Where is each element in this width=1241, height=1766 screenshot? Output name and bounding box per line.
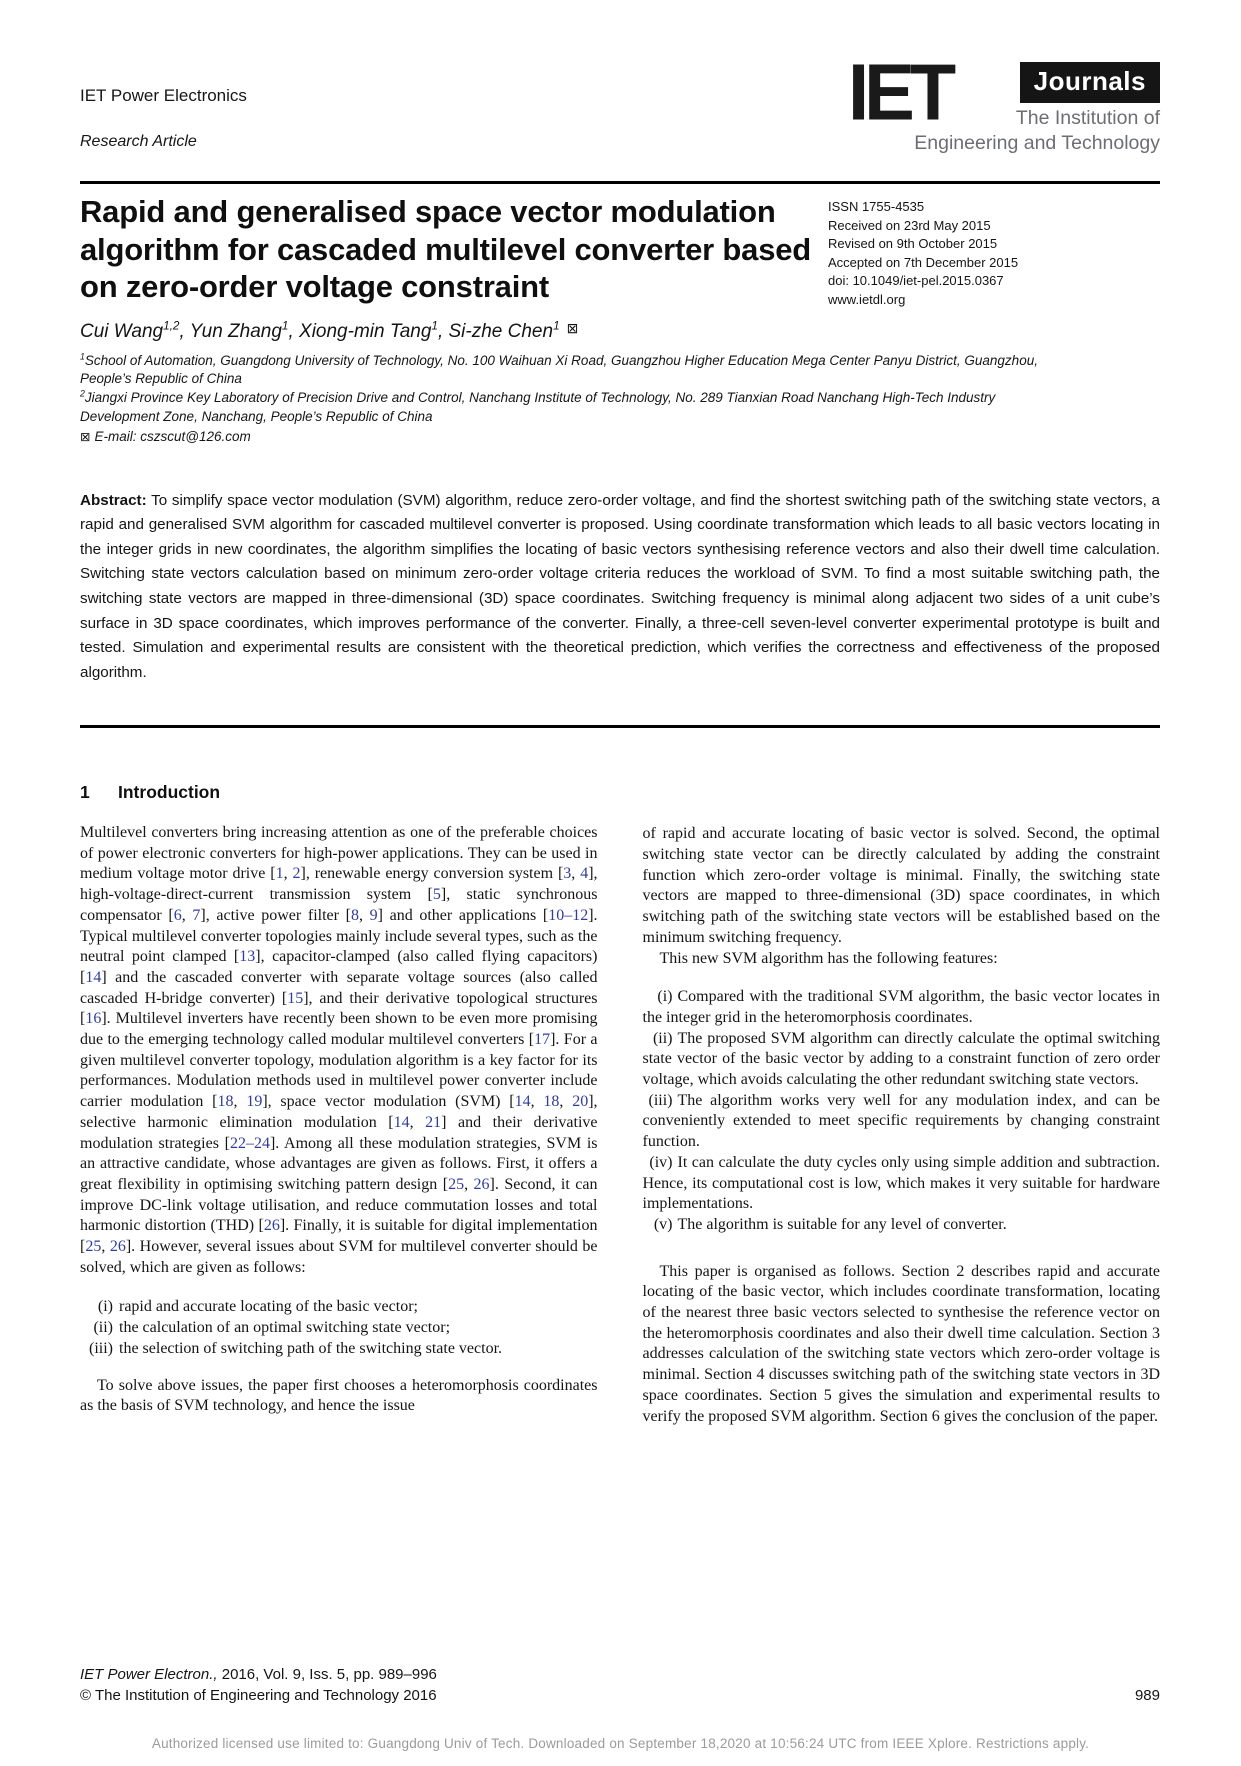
citation-link[interactable]: 10–12: [548, 906, 589, 924]
citation-link[interactable]: 16: [85, 1010, 102, 1028]
section-number: 1: [80, 782, 90, 803]
header-left: [80, 62, 247, 155]
list-item: [80, 1318, 598, 1339]
list-item: [643, 1153, 1161, 1215]
paper-title: Rapid and generalised space vector modulation algorithm for cascaded multilevel converter based on zero-order voltage constraint: [80, 194, 812, 304]
journal-reference-name: IET Power Electron.,: [80, 1666, 218, 1683]
revised-date: Revised on 9th October 2015: [828, 236, 998, 252]
footer-citation: [80, 1664, 437, 1706]
top-divider: [80, 181, 1160, 184]
issn-text: ISSN 1755-4535: [828, 199, 925, 214]
list-marker: (ii): [652, 1029, 673, 1047]
list-marker: (iv): [649, 1153, 673, 1171]
intro-paragraph-4: This new SVM algorithm has the following features:: [659, 949, 998, 967]
column-left: [80, 782, 598, 1427]
intro-paragraph-2: To solve above issues, the paper first chooses a heteromorphosis coordinates as the basis of SVM technology, and hence the issue: [80, 1376, 598, 1415]
citation-link[interactable]: 22–24: [229, 1134, 270, 1152]
citation-link[interactable]: 14: [85, 968, 102, 986]
copyright-line: © The Institution of Engineering and Technology 2016: [80, 1687, 437, 1704]
citation-link[interactable]: 25: [85, 1238, 102, 1256]
abstract-text: To simplify space vector modulation (SVM) algorithm, reduce zero-order voltage, and find the shortest switching path of the switching state vectors, a rapid and generalised SVM algorithm for cascaded multilevel converter is proposed. Using coordinate transformation which leads to all basic vectors locating in the integer grids in new coordinates, the algorithm simplifies the locating of basic vectors synthesising reference vectors and also their dwell time calculation. Switching state vectors calculation based on minimum zero-order voltage criteria reduces the workload of SVM. To find a most suitable switching path, the switching state vectors are mapped in three-dimensional (3D) space coordinates. Switching frequency is minimal along adjacent two sides of a unit cube’s surface in 3D space coordinates, which improves performance of the converter. Finally, a three-cell seven-level converter experimental prototype is built and tested. Simulation and experimental results are consistent with the theoretical prediction, which verifies the correctness and effectiveness of the proposed algorithm.: [80, 491, 1160, 681]
column-right: [643, 782, 1161, 1427]
page-number: 989: [1134, 1687, 1160, 1704]
list-item-text: rapid and accurate locating of the basic vector;: [119, 1298, 418, 1316]
body-columns: [80, 782, 1160, 1427]
list-marker: (i): [657, 988, 673, 1006]
list-item-text: The algorithm is suitable for any level of converter.: [677, 1215, 1007, 1233]
list-item-text: The proposed SVM algorithm can directly calculate the optimal switching state vector of the basic vector by adding to a constraint function of zero order voltage, which avoids calculating the other redundant switching state vectors.: [642, 1029, 1160, 1089]
journal-reference-details: 2016, Vol. 9, Iss. 5, pp. 989–996: [217, 1666, 437, 1683]
section-heading-introduction: [80, 782, 598, 803]
email-line: [80, 428, 1070, 447]
iet-journals-badge: Journals: [1020, 62, 1160, 103]
citation-link[interactable]: 26: [109, 1238, 126, 1256]
abstract: [80, 489, 1160, 686]
intro-paragraph-3: of rapid and accurate locating of basic vector is solved. Second, the optimal switching state vector can be directly calculated by adding the constraint function which zero-order voltage is minimal. Finally, the switching state vectors are mapped to three-dimensional (3D) space coordinates, in which switching path of the switching state vectors will be established based on the minimum switching frequency.: [642, 825, 1160, 946]
list-item-text: It can calculate the duty cycles only using simple addition and subtraction. Hence, its computational cost is low, which makes it very suitable for hardware implementations.: [642, 1153, 1160, 1213]
citation-link[interactable]: 7: [192, 906, 201, 924]
list-item: [643, 1091, 1161, 1153]
corresponding-author-icon: ⊠: [566, 319, 579, 336]
list-item: [643, 1215, 1161, 1236]
list-item: [80, 1339, 598, 1360]
list-item: [643, 1029, 1161, 1091]
email-link[interactable]: E-mail: cszscut@126.com: [94, 428, 251, 444]
features-list: [643, 987, 1161, 1235]
list-marker: (iii): [89, 1339, 113, 1357]
abstract-divider: [80, 725, 1160, 728]
iet-institution-line2: Engineering and Technology: [914, 131, 1160, 154]
page-footer: [80, 1664, 1160, 1706]
citation-link[interactable]: 4: [580, 865, 589, 883]
intro-paragraph-1: Multilevel converters bring increasing attention as one of the preferable choices of power electronic converters for high-power applications. They can be used in medium voltage motor drive [1, 2], renewable energy conversion system [3, 4], high-voltage-direct-current transmission system [5], static synchronous compensator [6, 7], active power filter [8, 9] and other applications [10–12]. Typical multilevel converter topologies mainly include several types, such as the neutral point clamped [13], capacitor-clamped (also called flying capacitors) [14] and the cascaded converter with separate voltage sources (also called cascaded H-bridge converter) [15], and their derivative topological structures [16]. Multilevel inverters have recently been shown to be even more promising due to the emerging technology called modular multilevel converters [17]. For a given multilevel converter topology, modulation algorithm is a key factor for its performances. Modulation methods used in multilevel power converter include carrier modulation [18, 19], space vector modulation (SVM) [14, 18, 20], selective harmonic elimination modulation [14, 21] and their derivative modulation strategies [22–24]. Among all these modulation strategies, SVM is an attractive candidate, whose advantages are given as follows. First, it offers a great flexibility in optimising switching pattern design [25, 26]. Second, it can improve DC-link voltage utilisation, and reduce commutation losses and total harmonic distortion (THD) [26]. Finally, it is suitable for digital implementation [25, 26]. However, several issues about SVM for multilevel converter should be solved, which are given as follows:: [80, 824, 598, 1276]
journal-name: IET Power Electronics: [80, 86, 247, 105]
citation-link[interactable]: 3: [563, 865, 572, 883]
website-link[interactable]: www.ietdl.org: [828, 291, 906, 307]
abstract-label: Abstract:: [80, 491, 147, 509]
list-marker: (iii): [648, 1091, 673, 1109]
authors-line: [80, 321, 1160, 343]
list-item: [80, 1297, 598, 1318]
envelope-icon: ⊠: [80, 429, 91, 444]
citation-link[interactable]: 21: [425, 1113, 442, 1131]
citation-link[interactable]: 26: [473, 1175, 490, 1193]
iet-logo: [848, 47, 1160, 155]
citation-link[interactable]: 17: [534, 1031, 551, 1049]
license-notice: Authorized licensed use limited to: Guangdong Univ of Tech. Downloaded on September 18,2020 at 10:56:24 UTC from IEEE Xplore. Restrictions apply.: [151, 1736, 1090, 1751]
list-marker: (v): [653, 1215, 673, 1233]
citation-link[interactable]: 25: [448, 1175, 465, 1193]
affiliation-2: $^2$Jiangxi Province Key Laboratory of Precision Drive and Control, Nanchang Institute of Technology, No. 289 Tianxian Road Nanchang High-Tech Industry Development Zone, Nanchang, People’s Republic of China: [80, 388, 996, 424]
citation-link[interactable]: 9: [369, 906, 378, 924]
list-item-text: the selection of switching path of the switching state vector.: [119, 1339, 503, 1357]
citation-link[interactable]: 14: [514, 1093, 531, 1111]
citation-link[interactable]: 18: [217, 1093, 234, 1111]
title-row: [80, 193, 1160, 310]
journal-reference: [80, 1664, 437, 1685]
author-names: Cui Wang$^{1,2}$, Yun Zhang$^1$, Xiong-min Tang$^1$, Si-zhe Chen$^1$: [80, 319, 560, 342]
citation-link[interactable]: 13: [239, 948, 256, 966]
doi-text: doi: 10.1049/iet-pel.2015.0367: [828, 273, 1004, 289]
citation-link[interactable]: 26: [263, 1217, 280, 1235]
list-item-text: The algorithm works very well for any modulation index, and can be conveniently extended to meet specific requirements by changing constraint function.: [642, 1091, 1160, 1151]
list-item: [643, 987, 1161, 1028]
list-item-text: the calculation of an optimal switching state vector;: [119, 1319, 451, 1337]
citation-link[interactable]: 6: [173, 906, 182, 924]
citation-link[interactable]: 1: [275, 865, 284, 883]
citation-link[interactable]: 18: [543, 1093, 560, 1111]
affiliations: [80, 352, 1070, 447]
accepted-date: Accepted on 7th December 2015: [828, 254, 1019, 270]
citation-link[interactable]: 19: [246, 1093, 263, 1111]
affiliation-1: $^1$School of Automation, Guangdong University of Technology, No. 100 Waihuan Xi Road, Guangzhou Higher Education Mega Center Panyu District, Guangzhou, People’s Republic of China: [80, 351, 1038, 387]
meta-block: [828, 193, 1160, 310]
iet-logo-mark: IET: [848, 47, 952, 138]
citation-link[interactable]: 2: [292, 865, 301, 883]
list-marker: (ii): [93, 1319, 113, 1337]
list-item-text: Compared with the traditional SVM algorithm, the basic vector locates in the integer grid in the heteromorphosis coordinates.: [642, 988, 1160, 1026]
page-header: [80, 0, 1160, 155]
citation-link[interactable]: 5: [432, 886, 441, 904]
intro-paragraph-5: This paper is organised as follows. Section 2 describes rapid and accurate locating of the basic vector, which includes coordinate transformation, locating of the nearest three basic vectors selected to synthesise the reference vector on the heteromorphosis coordinates and also their dwell time calculation. Section 3 addresses calculation of the switching state vectors which zero-order voltage is minimal. Section 4 discusses switching path of the switching state vectors in 3D space coordinates. Section 5 gives the simulation and experimental results to verify the proposed SVM algorithm. Section 6 gives the conclusion of the paper.: [642, 1262, 1160, 1425]
citation-link[interactable]: 8: [350, 906, 359, 924]
citation-link[interactable]: 20: [572, 1093, 589, 1111]
received-date: Received on 23rd May 2015: [828, 217, 991, 233]
article-type: Research Article: [80, 133, 197, 150]
list-marker: (i): [97, 1298, 113, 1316]
citation-link[interactable]: 14: [393, 1113, 410, 1131]
issues-list: [80, 1297, 598, 1359]
iet-institution-line1: The Institution of: [1015, 107, 1160, 129]
citation-link[interactable]: 15: [287, 989, 304, 1007]
section-title: Introduction: [118, 782, 221, 803]
